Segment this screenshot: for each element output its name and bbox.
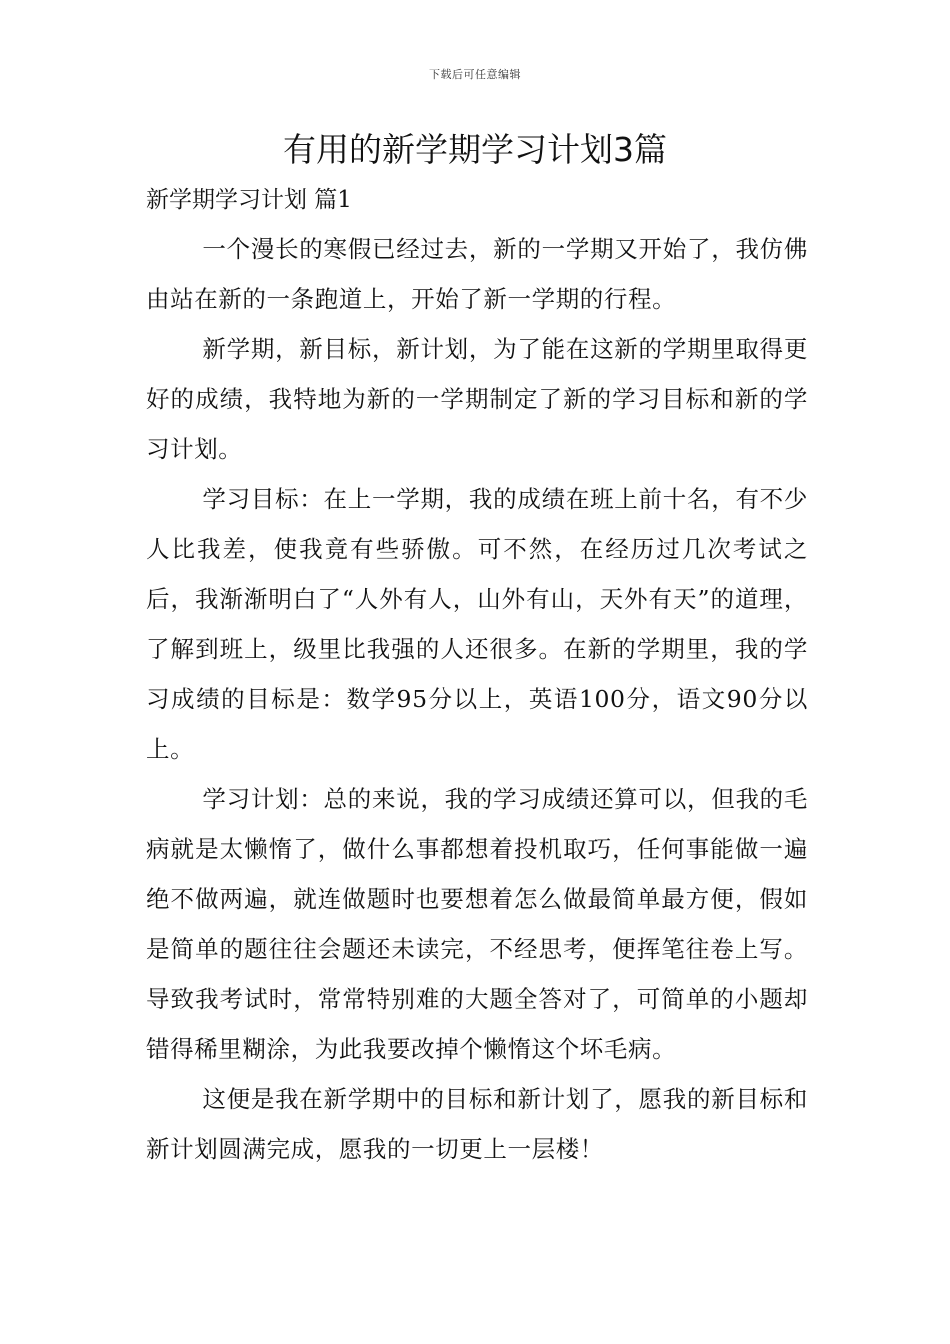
paragraph: 一个漫长的寒假已经过去，新的一学期又开始了，我仿佛由站在新的一条跑道上，开始了新一学期的行程。: [146, 235, 808, 313]
paragraph: 学习目标：在上一学期，我的成绩在班上前十名，有不少人比我差，使我竟有些骄傲。可不然，在经历过几次考试之后，我渐渐明白了“人外有人，山外有山，天外有天”的道理，了解到班上，级里比我强的人还很多。在新的学期里，我的学习成绩的目标是：数学95分以上，英语100分，语文90分以上。: [146, 485, 808, 763]
body-text: [146, 224, 808, 1174]
paragraph: 新学期，新目标，新计划，为了能在这新的学期里取得更好的成绩，我特地为新的一学期制定了新的学习目标和新的学习计划。: [146, 335, 808, 463]
paragraph: 这便是我在新学期中的目标和新计划了，愿我的新目标和新计划圆满完成，愿我的一切更上一层楼！: [146, 1085, 808, 1163]
paragraph: 学习计划：总的来说，我的学习成绩还算可以，但我的毛病就是太懒惰了，做什么事都想着投机取巧，任何事能做一遍绝不做两遍，就连做题时也要想着怎么做最简单最方便，假如是简单的题往往会题还未读完，不经思考，便挥笔往卷上写。导致我考试时，常常特别难的大题全答对了，可简单的小题却错得稀里糊涂，为此我要改掉个懒惰这个坏毛病。: [146, 785, 808, 1063]
header-note: 下载后可任意编辑: [429, 68, 521, 81]
document-title: 有用的新学期学习计划3篇: [283, 130, 667, 169]
section-heading: 新学期学习计划 篇1: [146, 187, 352, 213]
